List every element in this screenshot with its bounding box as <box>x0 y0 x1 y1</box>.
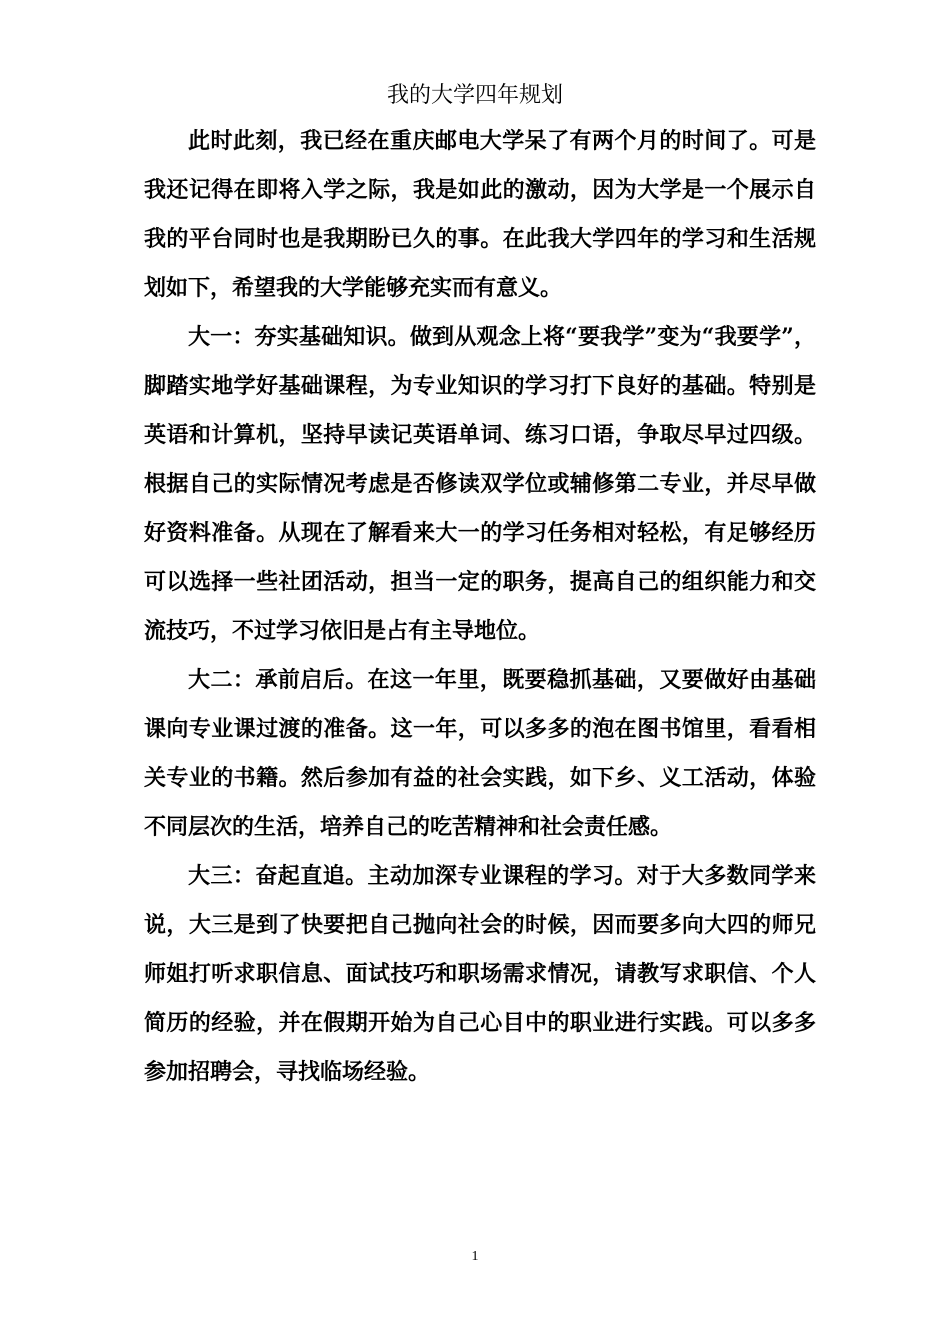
paragraph-year-one: 大一：夯实基础知识。做到从观念上将“要我学”变为“我要学”，脚踏实地学好基础课程，为专业知识的学习打下良好的基础。特别是英语和计算机，坚持早读记英语单词、练习口语，争取尽早过四级。根据自己的实际情况考虑是否修读双学位或辅修第二专业，并尽早做好资料准备。从现在了解看来大一的学习任务相对轻松，有足够经历可以选择一些社团活动，担当一定的职务，提高自己的组织能力和交流技巧，不过学习依旧是占有主导地位。 <box>144 324 816 644</box>
document-title: 我的大学四年规划 <box>386 83 563 108</box>
paragraph-intro: 此时此刻，我已经在重庆邮电大学呆了有两个月的时间了。可是我还记得在即将入学之际，我是如此的激动，因为大学是一个展示自我的平台同时也是我期盼已久的事。在此我大学四年的学习和生活规划如下，希望我的大学能够充实而有意义。 <box>144 128 816 301</box>
page-number: 1 <box>471 1249 479 1264</box>
paragraph-year-two: 大二：承前启后。在这一年里，既要稳抓基础，又要做好由基础课向专业课过渡的准备。这一年，可以多多的泡在图书馆里，看看相关专业的书籍。然后参加有益的社会实践，如下乡、义工活动，体验不同层次的生活，培养自己的吃苦精神和社会责任感。 <box>144 667 816 840</box>
paragraph-year-three: 大三：奋起直追。主动加深专业课程的学习。对于大多数同学来说，大三是到了快要把自己抛向社会的时候，因而要多向大四的师兄师姐打听求职信息、面试技巧和职场需求情况，请教写求职信、个人简历的经验，并在假期开始为自己心目中的职业进行实践。可以多多参加招聘会，寻找临场经验。 <box>144 863 816 1085</box>
document-body <box>144 117 816 1097</box>
